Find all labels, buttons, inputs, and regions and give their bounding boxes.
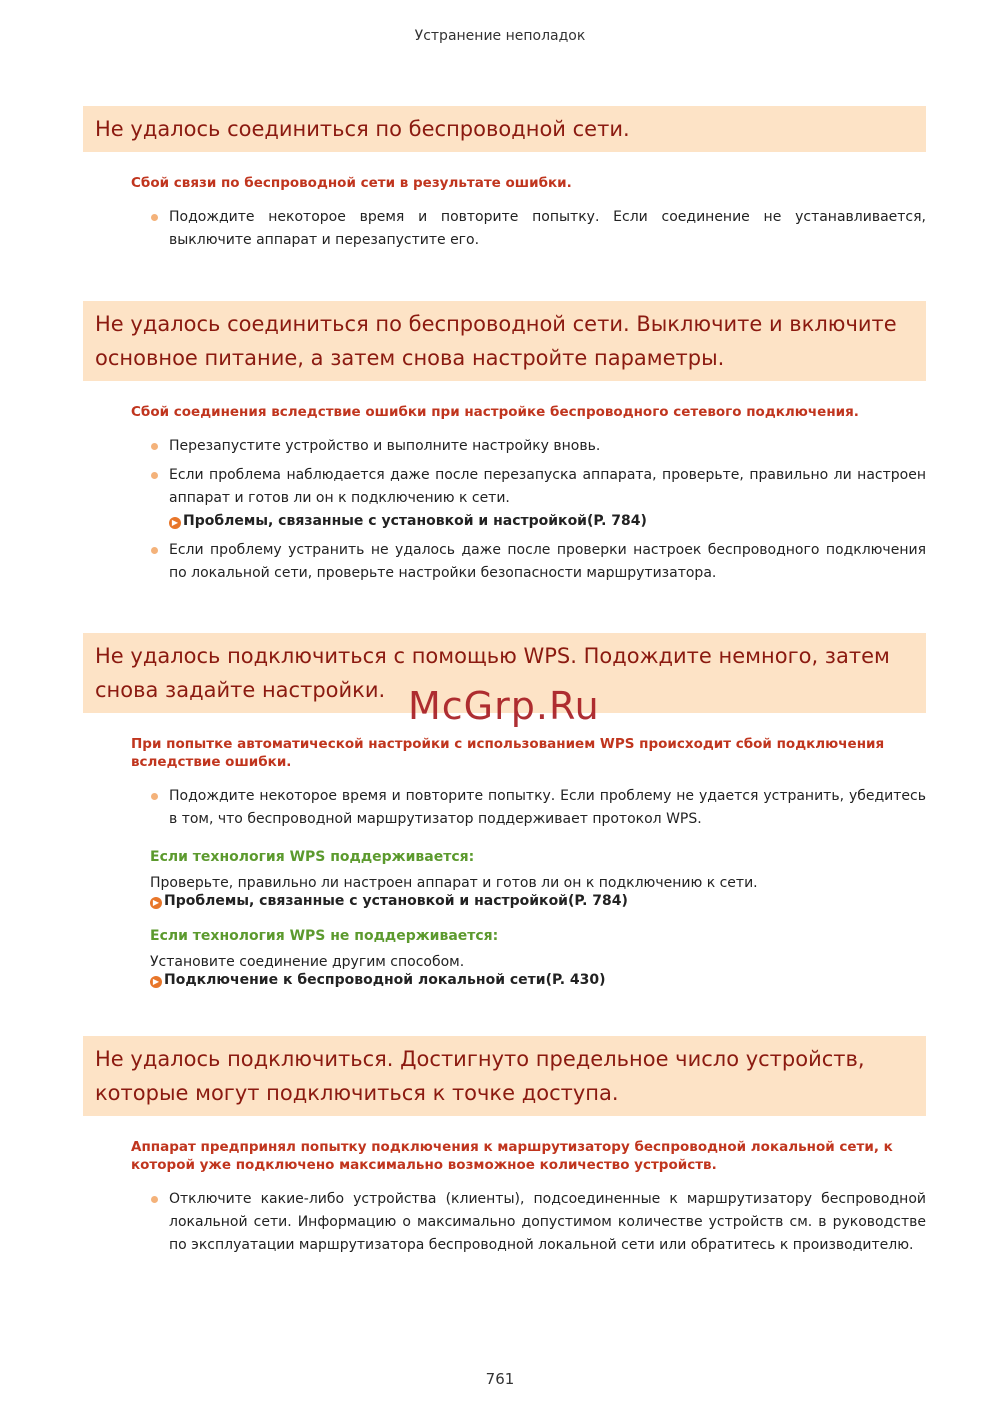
section-title: Не удалось соединиться по беспроводной сети. xyxy=(83,106,926,152)
arrow-right-icon: ▶ xyxy=(169,517,181,529)
section-wireless-restart-power xyxy=(0,301,1000,591)
link-setup-problems[interactable]: ▶ Проблемы, связанные с установкой и настройкой(P. 784) xyxy=(169,510,926,533)
section-title: Не удалось соединиться по беспроводной сети. Выключите и включите основное питание, а затем снова настройте параметры. xyxy=(83,301,926,381)
bullet-icon xyxy=(151,472,158,479)
bullet-list xyxy=(0,206,1000,252)
list-item: Если проблему устранить не удалось даже после проверки настроек беспроводного подключения по локальной сети, проверьте настройки безопасности маршрутизатора. xyxy=(169,539,926,585)
page-number: 761 xyxy=(485,1370,515,1388)
bullet-icon xyxy=(151,443,158,450)
list-item: Подождите некоторое время и повторите попытку. Если соединение не устанавливается, выключите аппарат и перезапустите его. xyxy=(169,206,926,252)
bullet-icon xyxy=(151,547,158,554)
bullet-list xyxy=(0,435,1000,585)
case-text-wps-supported: Проверьте, правильно ли настроен аппарат и готов ли он к подключению к сети. ▶ Проблемы, связанные с установкой и настройкой(P. 784) xyxy=(150,874,1000,910)
case-label-wps-not-supported: Если технология WPS не поддерживается: xyxy=(150,928,499,944)
cause-text: Сбой связи по беспроводной сети в результате ошибки. xyxy=(131,175,572,191)
list-item: Перезапустите устройство и выполните настройку вновь. xyxy=(169,435,926,458)
watermark: McGrp.Ru xyxy=(408,684,600,728)
list-item: Подождите некоторое время и повторите попытку. Если проблему не удается устранить, убедитесь в том, что беспроводной маршрутизатор поддерживает протокол WPS. xyxy=(169,785,926,831)
bullet-list xyxy=(0,1188,1000,1257)
cause-text: Аппарат предпринял попытку подключения к маршрутизатору беспроводной локальной сети, к которой уже подключено максимально возможное количество устройств. xyxy=(131,1139,893,1173)
bullet-icon xyxy=(151,214,158,221)
cause-text: При попытке автоматической настройки с использованием WPS происходит сбой подключения вследствие ошибки. xyxy=(131,736,885,770)
running-header: Устранение неполадок xyxy=(414,28,586,44)
cause-text: Сбой соединения вследствие ошибки при настройке беспроводного сетевого подключения. xyxy=(131,404,859,420)
list-item: Отключите какие-либо устройства (клиенты), подсоединенные к маршрутизатору беспроводной локальной сети. Информацию о максимально допустимом количестве устройств см. в руководстве по эксплуатации маршрутизатора беспроводной локальной сети или обратитесь к производителю. xyxy=(169,1188,926,1257)
section-title: Не удалось подключиться с помощью WPS. Подождите немного, затем снова задайте настройки. xyxy=(83,633,926,713)
case-text-wps-not-supported: Установите соединение другим способом. ▶ Подключение к беспроводной локальной сети(P. 430) xyxy=(150,953,1000,989)
link-wireless-lan[interactable]: ▶ Подключение к беспроводной локальной сети(P. 430) xyxy=(150,971,1000,989)
bullet-icon xyxy=(151,793,158,800)
list-item: Если проблема наблюдается даже после перезапуска аппарата, проверьте, правильно ли настроен аппарат и готов ли он к подключению к сети. ▶ Проблемы, связанные с установкой и настройкой(P. 784) xyxy=(169,464,926,533)
case-label-wps-supported: Если технология WPS поддерживается: xyxy=(150,849,475,865)
arrow-right-icon: ▶ xyxy=(150,897,162,909)
section-wireless-connect-failed xyxy=(0,106,1000,258)
arrow-right-icon: ▶ xyxy=(150,976,162,988)
link-setup-problems[interactable]: ▶ Проблемы, связанные с установкой и настройкой(P. 784) xyxy=(150,892,1000,910)
section-device-limit xyxy=(0,1036,1000,1263)
bullet-icon xyxy=(151,1196,158,1203)
section-title: Не удалось подключиться. Достигнуто предельное число устройств, которые могут подключиться к точке доступа. xyxy=(83,1036,926,1116)
bullet-list xyxy=(0,785,1000,831)
